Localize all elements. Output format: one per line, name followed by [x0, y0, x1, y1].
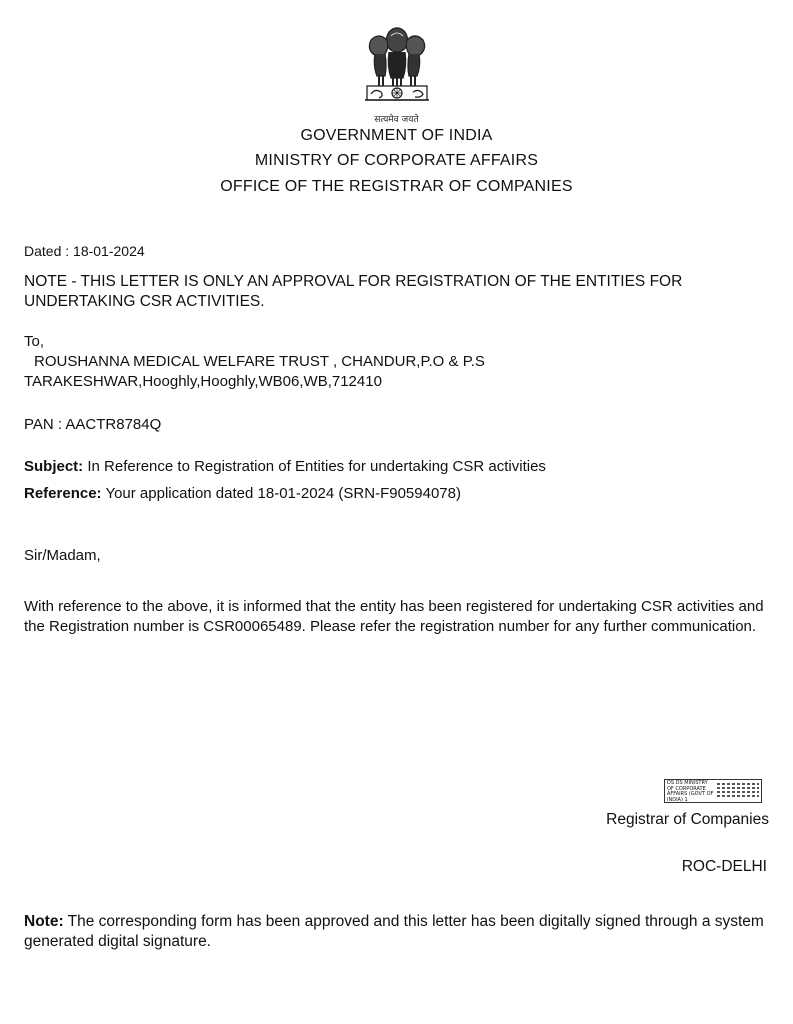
signature-stamp-text: DS DS MINISTRY OF CORPORATE AFFAIRS (GOVT OF INDIA) 1	[667, 780, 714, 803]
header-office: OFFICE OF THE REGISTRAR OF COMPANIES	[220, 178, 573, 195]
digital-signature-stamp	[664, 779, 762, 803]
signature-detail-lines	[717, 783, 759, 799]
national-emblem-icon	[351, 22, 443, 126]
addressee-address	[24, 352, 644, 392]
addressee-to: To,	[24, 333, 45, 350]
salutation: Sir/Madam,	[24, 547, 101, 564]
subject-text: In Reference to Registration of Entities for undertaking CSR activities	[83, 458, 546, 475]
header-government: GOVERNMENT OF INDIA	[300, 127, 493, 144]
reference-label: Reference:	[24, 485, 102, 502]
header-ministry: MINISTRY OF CORPORATE AFFAIRS	[254, 152, 539, 169]
reference-line	[24, 484, 461, 504]
emblem-motto: सत्यमेव जयते	[374, 115, 419, 125]
approval-note: NOTE - THIS LETTER IS ONLY AN APPROVAL FOR REGISTRATION OF THE ENTITIES FOR UNDERTAKING CSR ACTIVITIES.	[24, 273, 683, 310]
reference-text: Your application dated 18-01-2024 (SRN-F90594078)	[101, 485, 461, 502]
date-line: Dated : 18-01-2024	[24, 243, 145, 259]
roc-office: ROC-DELHI	[681, 858, 767, 875]
note-text: The corresponding form has been approved and this letter has been digitally signed through a system generated digital signature.	[24, 913, 764, 950]
pan-number: PAN : AACTR8784Q	[24, 416, 162, 433]
note-label: Note:	[24, 913, 64, 930]
registrar-title: Registrar of Companies	[606, 811, 769, 828]
subject-line	[24, 457, 546, 477]
address-line-1: ROUSHANNA MEDICAL WELFARE TRUST , CHANDUR,P.O & P.S	[34, 353, 485, 370]
address-line-2: TARAKESHWAR,Hooghly,Hooghly,WB06,WB,712410	[24, 373, 382, 390]
subject-label: Subject:	[24, 458, 84, 475]
digital-signature-note	[24, 912, 774, 952]
body-paragraph: With reference to the above, it is informed that the entity has been registered for undertaking CSR activities and the Registration number is CSR00065489. Please refer the registration number for any further communication.	[24, 598, 764, 635]
